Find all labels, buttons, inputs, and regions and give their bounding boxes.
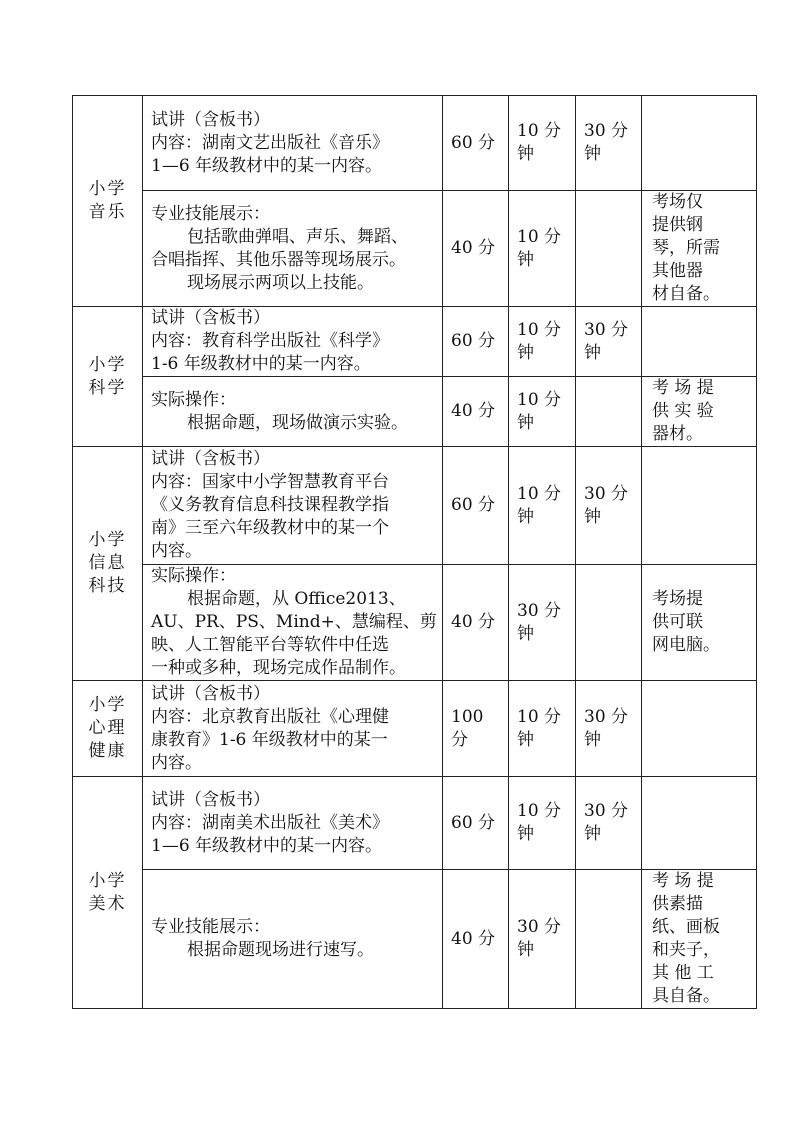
exam-time-cell [576, 777, 642, 870]
prep-time-text: 钟 [517, 729, 534, 750]
note-text: 纸、画板 [652, 917, 720, 937]
note-text: 考场提 [652, 589, 703, 609]
prep-time-text: 钟 [517, 623, 534, 644]
score-cell [443, 681, 509, 777]
prep-time-cell [509, 777, 576, 870]
content-line: 试讲（含板书） [151, 789, 270, 810]
score-text: 60 分 [451, 132, 496, 153]
subject-label: 音乐 [88, 202, 127, 222]
table-body [73, 96, 757, 1009]
content-line: 内容：国家中小学智慧教育平台 [151, 472, 389, 492]
subject-label: 小学 [88, 179, 127, 199]
prep-time-text: 10 分 [517, 226, 562, 247]
prep-time-text: 钟 [517, 506, 534, 527]
content-line: 南》三至六年级教材中的某一个 [151, 518, 389, 538]
prep-time-text: 10 分 [517, 121, 562, 141]
exam-content-cell [143, 777, 443, 870]
score-text: 60 分 [451, 331, 496, 351]
content-line: 试讲（含板书） [151, 308, 270, 328]
exam-content-cell [143, 447, 443, 565]
note-cell [642, 191, 757, 307]
exam-content-cell [143, 307, 443, 377]
exam-time-cell [576, 681, 642, 777]
score-text: 60 分 [451, 812, 496, 833]
content-line: 一种或多种，现场完成作品制作。 [151, 658, 406, 678]
content-line: 内容。 [151, 752, 202, 773]
content-line: 1-6 年级教材中的某一内容。 [151, 354, 371, 374]
exam-time-text: 30 分 [584, 801, 629, 821]
exam-time-text: 30 分 [584, 706, 629, 727]
score-cell [443, 307, 509, 377]
score-text: 100 [451, 706, 484, 727]
score-cell [443, 96, 509, 191]
table-row [73, 191, 757, 307]
exam-time-text: 30 分 [584, 483, 629, 504]
content-line: 专业技能展示： [151, 203, 270, 224]
exam-time-cell [576, 307, 642, 377]
content-line: 试讲（含板书） [151, 683, 270, 704]
prep-time-text: 10 分 [517, 706, 562, 727]
score-cell [443, 870, 509, 1009]
score-cell [443, 191, 509, 307]
content-line: AU、PR、PS、Mind+、慧编程、剪 [151, 612, 437, 632]
subject-cell [73, 96, 143, 307]
prep-time-text: 钟 [517, 824, 534, 844]
prep-time-text: 10 分 [517, 319, 562, 340]
note-cell [642, 96, 757, 191]
prep-time-cell [509, 377, 576, 447]
prep-time-text: 10 分 [517, 389, 562, 410]
prep-time-cell [509, 447, 576, 565]
note-cell [642, 681, 757, 777]
note-cell [642, 447, 757, 565]
table-row [73, 870, 757, 1009]
subject-cell [73, 681, 143, 777]
score-text: 60 分 [451, 495, 496, 515]
score-cell [443, 377, 509, 447]
content-line: 实际操作： [151, 389, 236, 410]
prep-time-cell [509, 307, 576, 377]
exam-time-cell [576, 870, 642, 1009]
content-line: 根据命题，现场做演示实验。 [187, 412, 408, 433]
content-line: 内容：湖南美术出版社《美术》 [151, 812, 389, 833]
note-text: 供素描 [652, 894, 703, 914]
subject-label: 小学 [88, 870, 127, 891]
table-row [73, 565, 757, 681]
prep-time-cell [509, 565, 576, 681]
content-line: 康教育》1-6 年级教材中的某一 [151, 729, 388, 750]
note-text: 具自备。 [652, 986, 720, 1006]
note-text: 供 实 验 [652, 401, 714, 421]
content-line: 现场展示两项以上技能。 [187, 272, 374, 293]
prep-time-cell [509, 681, 576, 777]
note-text: 考场仅 [652, 192, 703, 212]
table-row [73, 377, 757, 447]
exam-content-cell [143, 96, 443, 191]
score-cell [443, 777, 509, 870]
exam-time-text: 钟 [584, 729, 601, 750]
note-text: 器材。 [652, 424, 703, 444]
content-line: 试讲（含板书） [151, 109, 270, 130]
prep-time-text: 30 分 [517, 917, 562, 937]
subject-cell [73, 307, 143, 447]
prep-time-text: 30 分 [517, 600, 562, 621]
content-line: 根据命题现场进行速写。 [187, 940, 374, 960]
prep-time-cell [509, 191, 576, 307]
content-line: 内容。 [151, 541, 202, 561]
content-line: 实际操作： [151, 566, 236, 586]
content-line: 1—6 年级教材中的某一内容。 [151, 835, 383, 856]
exam-time-cell [576, 447, 642, 565]
exam-time-text: 钟 [584, 506, 601, 527]
subject-label: 小学 [88, 354, 127, 375]
note-text: 其他器 [652, 261, 703, 281]
content-line: 《义务教育信息科技课程教学指 [151, 495, 389, 515]
table-row [73, 447, 757, 565]
note-cell [642, 307, 757, 377]
prep-time-text: 10 分 [517, 801, 562, 821]
note-text: 材自备。 [652, 284, 720, 304]
note-text: 考 场 提 [652, 871, 714, 891]
prep-time-text: 10 分 [517, 483, 562, 504]
note-text: 考 场 提 [652, 378, 714, 398]
subject-label: 科技 [88, 576, 127, 596]
exam-content-cell [143, 681, 443, 777]
exam-content-table [72, 95, 757, 1009]
subject-label: 小学 [88, 530, 127, 550]
prep-time-cell [509, 870, 576, 1009]
exam-content-cell [143, 191, 443, 307]
content-line: 内容：湖南文艺出版社《音乐》 [151, 132, 389, 153]
exam-time-text: 钟 [584, 144, 601, 164]
content-line: 包括歌曲弹唱、声乐、舞蹈、 [187, 226, 408, 247]
prep-time-text: 钟 [517, 342, 534, 363]
note-text: 琴，所需 [652, 238, 720, 258]
note-text: 提供钢 [652, 215, 703, 235]
content-line: 映、人工智能平台等软件中任选 [151, 635, 389, 655]
prep-time-cell [509, 96, 576, 191]
content-line: 试讲（含板书） [151, 449, 270, 469]
note-cell [642, 870, 757, 1009]
content-line: 内容：教育科学出版社《科学》 [151, 331, 389, 351]
content-line: 合唱指挥、其他乐器等现场展示。 [151, 249, 406, 270]
content-line: 根据命题，从 Office2013、 [187, 589, 406, 609]
exam-time-cell [576, 565, 642, 681]
note-cell [642, 377, 757, 447]
exam-content-cell [143, 870, 443, 1009]
subject-label: 小学 [88, 695, 127, 715]
subject-label: 科学 [88, 377, 127, 398]
note-text: 网电脑。 [652, 635, 720, 655]
prep-time-text: 钟 [517, 144, 534, 164]
exam-time-cell [576, 96, 642, 191]
note-text: 其 他 工 [652, 963, 714, 983]
prep-time-text: 钟 [517, 940, 534, 960]
content-line: 1—6 年级教材中的某一内容。 [151, 155, 383, 176]
score-text: 40 分 [451, 612, 496, 632]
exam-time-cell [576, 191, 642, 307]
exam-time-text: 30 分 [584, 121, 629, 141]
exam-time-text: 钟 [584, 342, 601, 363]
content-line: 内容：北京教育出版社《心理健 [151, 706, 389, 727]
score-text: 40 分 [451, 928, 496, 949]
exam-content-cell [143, 565, 443, 681]
exam-time-cell [576, 377, 642, 447]
prep-time-text: 钟 [517, 412, 534, 433]
note-cell [642, 777, 757, 870]
score-text: 分 [451, 729, 468, 750]
note-text: 和夹子， [652, 940, 720, 960]
prep-time-text: 钟 [517, 249, 534, 270]
table-row [73, 777, 757, 870]
subject-label: 健康 [88, 741, 127, 761]
table-row [73, 96, 757, 191]
score-cell [443, 447, 509, 565]
content-line: 专业技能展示： [151, 917, 270, 937]
subject-label: 心理 [88, 718, 127, 738]
exam-time-text: 30 分 [584, 319, 629, 340]
subject-label: 美术 [88, 893, 127, 914]
subject-label: 信息 [88, 553, 127, 573]
score-text: 40 分 [451, 238, 496, 258]
subject-cell [73, 447, 143, 681]
exam-content-cell [143, 377, 443, 447]
exam-time-text: 钟 [584, 824, 601, 844]
note-text: 供可联 [652, 612, 703, 632]
table-row [73, 681, 757, 777]
note-cell [642, 565, 757, 681]
score-text: 40 分 [451, 401, 496, 421]
subject-cell [73, 777, 143, 1009]
table-row [73, 307, 757, 377]
score-cell [443, 565, 509, 681]
